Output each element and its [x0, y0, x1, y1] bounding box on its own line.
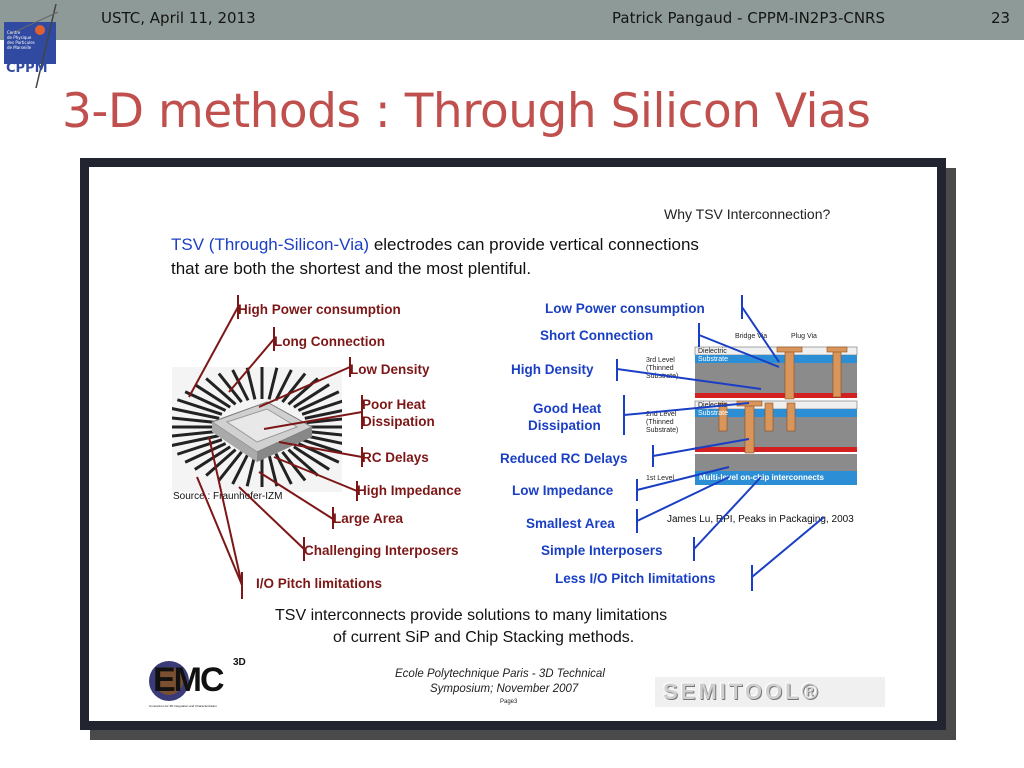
label-reduced-rc: Reduced RC Delays: [500, 451, 628, 466]
xsec-level1: 1st Level: [646, 475, 675, 482]
header-page-number: 23: [991, 9, 1011, 27]
label-challenging-interposers: Challenging Interposers: [304, 543, 459, 558]
label-good-heat: Good Heat: [533, 401, 602, 416]
image-source: Source : Fraunhofer-IZM: [173, 491, 283, 502]
label-high-density: High Density: [511, 362, 594, 377]
semitool-text: SEMITOOL®: [663, 679, 821, 704]
xsec-level2-sub2: Substrate): [646, 427, 679, 434]
intro-highlight: TSV (Through-Silicon-Via): [171, 235, 370, 254]
emc-caption: Consortium for 3D Integration and Characterization: [149, 704, 217, 708]
figure-frame: [80, 158, 946, 730]
header-date: USTC, April 11, 2013: [101, 9, 256, 27]
footer-line-2: Symposium; November 2007: [430, 683, 579, 695]
svg-text:de Physique: de Physique: [7, 35, 32, 40]
label-smallest-area: Smallest Area: [526, 516, 615, 531]
xsec-bridge-via: Bridge Via: [735, 333, 768, 340]
label-low-power: Low Power consumption: [545, 301, 705, 316]
bottom-statement-1: TSV interconnects provide solutions to many limitations: [275, 607, 668, 624]
svg-text:CPPM: CPPM: [6, 61, 48, 76]
label-good-heat-2: Dissipation: [528, 418, 601, 433]
emc-text: EMC: [153, 661, 223, 699]
label-less-io-pitch: Less I/O Pitch limitations: [555, 571, 716, 586]
svg-text:Centre: Centre: [7, 30, 21, 35]
xsec-substrate-2: Substrate: [698, 410, 728, 417]
label-large-area: Large Area: [333, 511, 404, 526]
label-short-connection: Short Connection: [540, 328, 654, 343]
xsec-multilevel: Multi-level on-chip interconnects: [699, 473, 824, 482]
emc-sup: 3D: [233, 657, 246, 668]
bottom-statement-2: of current SiP and Chip Stacking methods.: [333, 629, 635, 646]
label-poor-heat-2: Dissipation: [362, 414, 435, 429]
header-author: Patrick Pangaud - CPPM-IN2P3-CNRS: [612, 9, 885, 27]
label-rc-delays: RC Delays: [362, 450, 429, 465]
svg-text:des Particules: des Particules: [7, 40, 35, 45]
svg-text:de Marseille: de Marseille: [7, 45, 32, 50]
label-low-density: Low Density: [350, 362, 430, 377]
xsec-plug-via: Plug Via: [791, 333, 817, 340]
figure-corner-title: Why TSV Interconnection?: [664, 206, 831, 222]
intro-line-2: that are both the shortest and the most plentiful.: [171, 259, 532, 278]
emc3d-logo-icon: [145, 657, 255, 712]
label-high-power: High Power consumption: [238, 302, 401, 317]
label-long-connection: Long Connection: [274, 334, 385, 349]
label-poor-heat: Poor Heat: [362, 397, 426, 412]
label-low-impedance: Low Impedance: [512, 483, 614, 498]
xsec-dielectric-2: Dielectric: [698, 402, 727, 409]
semitool-logo-icon: [655, 677, 885, 707]
xsec-level3-sub2: Substrate): [646, 373, 679, 380]
header-bar: [0, 0, 1024, 40]
xsec-level3: 3rd Level: [646, 357, 675, 364]
tsv-figure: [89, 167, 937, 721]
label-simple-interposers: Simple Interposers: [541, 543, 663, 558]
cppm-logo-icon: [4, 4, 60, 88]
footer-page: Page3: [500, 699, 518, 705]
xsec-substrate-3: Substrate: [698, 356, 728, 363]
xsec-level3-sub: (Thinned: [646, 365, 674, 372]
xsec-level2-sub: (Thinned: [646, 419, 674, 426]
xsec-dielectric-3: Dielectric: [698, 348, 727, 355]
label-io-pitch: I/O Pitch limitations: [256, 576, 383, 591]
footer-line-1: Ecole Polytechnique Paris - 3D Technical: [395, 668, 605, 680]
slide-title: 3-D methods : Through Silicon Vias: [62, 84, 871, 139]
intro-rest: electrodes can provide vertical connections: [373, 235, 699, 254]
label-high-impedance: High Impedance: [357, 483, 462, 498]
xsec-citation: James Lu, RPI, Peaks in Packaging, 2003: [667, 514, 854, 525]
xsec-substrate-1: Substrate: [714, 489, 744, 496]
xsec-level2: 2nd Level: [646, 411, 677, 418]
